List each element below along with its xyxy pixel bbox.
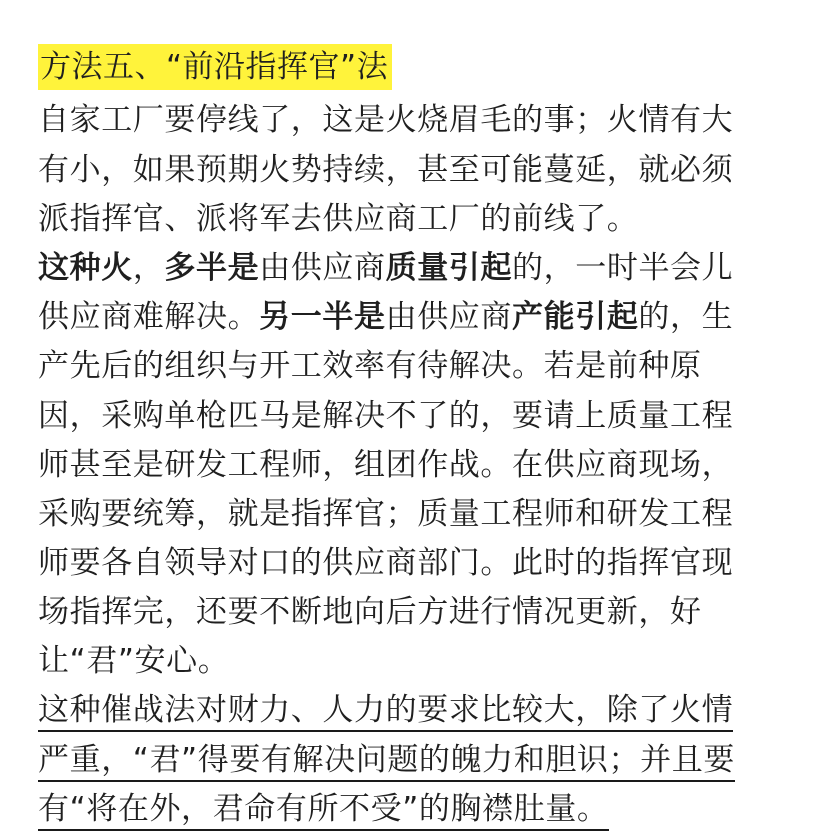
underlined-text: 严重，“君”得要有解决问题的魄力和胆识；并且要 (38, 742, 735, 782)
paragraph-2-line-7: 师要各自领导对口的供应商部门。此时的指挥官现 (38, 545, 734, 581)
paragraph-1-line-3: 派指挥官、派将军去供应商工厂的前线了。 (38, 201, 639, 237)
bold-phrase: 质量引起 (385, 250, 513, 286)
text-run: 由供应商 (259, 250, 386, 286)
text-run: 的，生 (638, 299, 734, 335)
underlined-text: 有“将在外，君命有所不受”的胸襟肚量。 (38, 791, 609, 831)
paragraph-2-line-4: 因，采购单枪匹马是解决不了的，要请上质量工程 (38, 398, 734, 434)
paragraph-2-line-3: 产先后的组织与开工效率有待解决。若是前种原 (38, 348, 702, 384)
bold-phrase: 产能引起 (512, 299, 639, 335)
section-heading-row (38, 44, 392, 90)
paragraph-2-line-9: 让“君”安心。 (38, 643, 230, 679)
paragraph-2-line-6: 采购要统筹，就是指挥官；质量工程师和研发工程 (38, 496, 734, 532)
paragraph-2-line-1 (38, 248, 733, 292)
text-run: 由供应商 (385, 299, 513, 335)
section-heading: 方法五、“前沿指挥官”法 (38, 44, 392, 90)
paragraph-2-line-2 (38, 297, 733, 341)
paragraph-3-line-2 (38, 740, 735, 784)
underlined-text: 这种催战法对财力、人力的要求比较大，除了火情 (38, 692, 733, 732)
text-run: 的，一时半会儿 (512, 250, 734, 286)
paragraph-1-line-1: 自家工厂要停线了，这是火烧眉毛的事；火情有大 (38, 102, 734, 138)
paragraph-1-line-2: 有小，如果预期火势持续，甚至可能蔓延，就必须 (38, 152, 734, 188)
bold-phrase: 这种火 (38, 250, 133, 286)
paragraph-3-line-1 (38, 690, 733, 734)
paragraph-3-line-3 (38, 789, 609, 833)
text-run: 供应商难解决。 (38, 299, 260, 335)
bold-phrase: 多半是 (164, 250, 260, 286)
text-run: ， (132, 250, 165, 286)
paragraph-2-line-5: 师甚至是研发工程师，组团作战。在供应商现场， (38, 447, 734, 483)
bold-phrase: 另一半是 (259, 299, 386, 335)
paragraph-2-line-8: 场指挥完，还要不断地向后方进行情况更新，好 (38, 594, 702, 630)
